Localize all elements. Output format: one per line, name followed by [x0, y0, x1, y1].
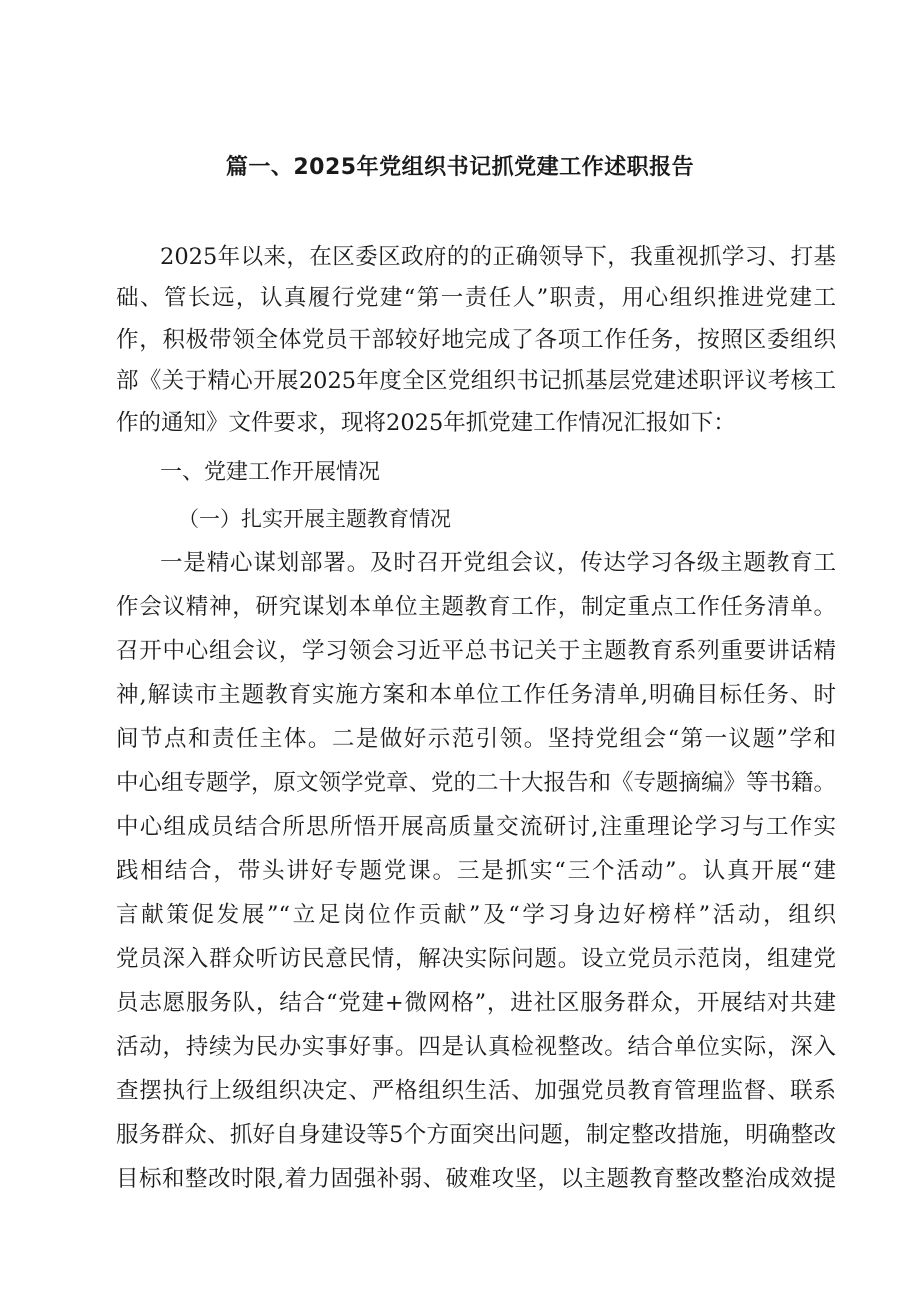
- body-line: 目标和整改时限,着力固强补弱、破难攻坚，以主题教育整改整治成效提: [116, 1166, 836, 1192]
- body-line: 服务群众、抓好自身建设等5个方面突出问题，制定整改措施，明确整改: [116, 1122, 836, 1148]
- body-line: 查摆执行上级组织决定、严格组织生活、加强党员教育管理监督、联系: [116, 1078, 836, 1104]
- body-line: 间节点和责任主体。二是做好示范引领。坚持党组会“第一议题”学和: [116, 726, 836, 752]
- body-line: 党员深入群众听访民意民情，解决实际问题。设立党员示范岗，组建党: [116, 946, 836, 972]
- section-heading: 一、党建工作开展情况: [160, 460, 381, 485]
- body-line: 作会议精神，研究谋划本单位主题教育工作，制定重点工作任务清单。: [116, 594, 836, 620]
- subsection-heading: （一）扎实开展主题教育情况: [178, 507, 451, 531]
- body-line: 活动，持续为民办实事好事。四是认真检视整改。结合单位实际，深入: [116, 1034, 836, 1060]
- intro-line: 作，积极带领全体党员干部较好地完成了各项工作任务，按照区委组织: [116, 327, 836, 353]
- body-line: 践相结合，带头讲好专题党课。三是抓实“三个活动”。认真开展“建: [116, 858, 836, 884]
- intro-line: 础、管长远，认真履行党建“第一责任人”职责，用心组织推进党建工: [116, 285, 836, 311]
- body-line: 召开中心组会议，学习领会习近平总书记关于主题教育系列重要讲话精: [116, 638, 836, 664]
- body-line: 中心组专题学，原文领学党章、党的二十大报告和《专题摘编》等书籍。: [116, 770, 836, 796]
- body-line: 一是精心谋划部署。及时召开党组会议，传达学习各级主题教育工: [160, 550, 836, 576]
- intro-line: 2025年以来，在区委区政府的的正确领导下，我重视抓学习、打基: [160, 244, 836, 270]
- body-line: 言献策促发展”“立足岗位作贡献”及“学习身边好榜样”活动，组织: [116, 902, 836, 928]
- body-line: 神,解读市主题教育实施方案和本单位工作任务清单,明确目标任务、时: [116, 682, 836, 708]
- document-title: 篇一、2025年党组织书记抓党建工作述职报告: [225, 155, 695, 180]
- body-line: 员志愿服务队，结合“党建+微网格”，进社区服务群众，开展结对共建: [116, 990, 836, 1016]
- intro-line: 部《关于精心开展2025年度全区党组织书记抓基层党建述职评议考核工: [116, 368, 836, 394]
- body-line: 中心组成员结合所思所悟开展高质量交流研讨,注重理论学习与工作实: [116, 814, 836, 840]
- intro-line: 作的通知》文件要求，现将2025年抓党建工作情况汇报如下：: [116, 410, 736, 436]
